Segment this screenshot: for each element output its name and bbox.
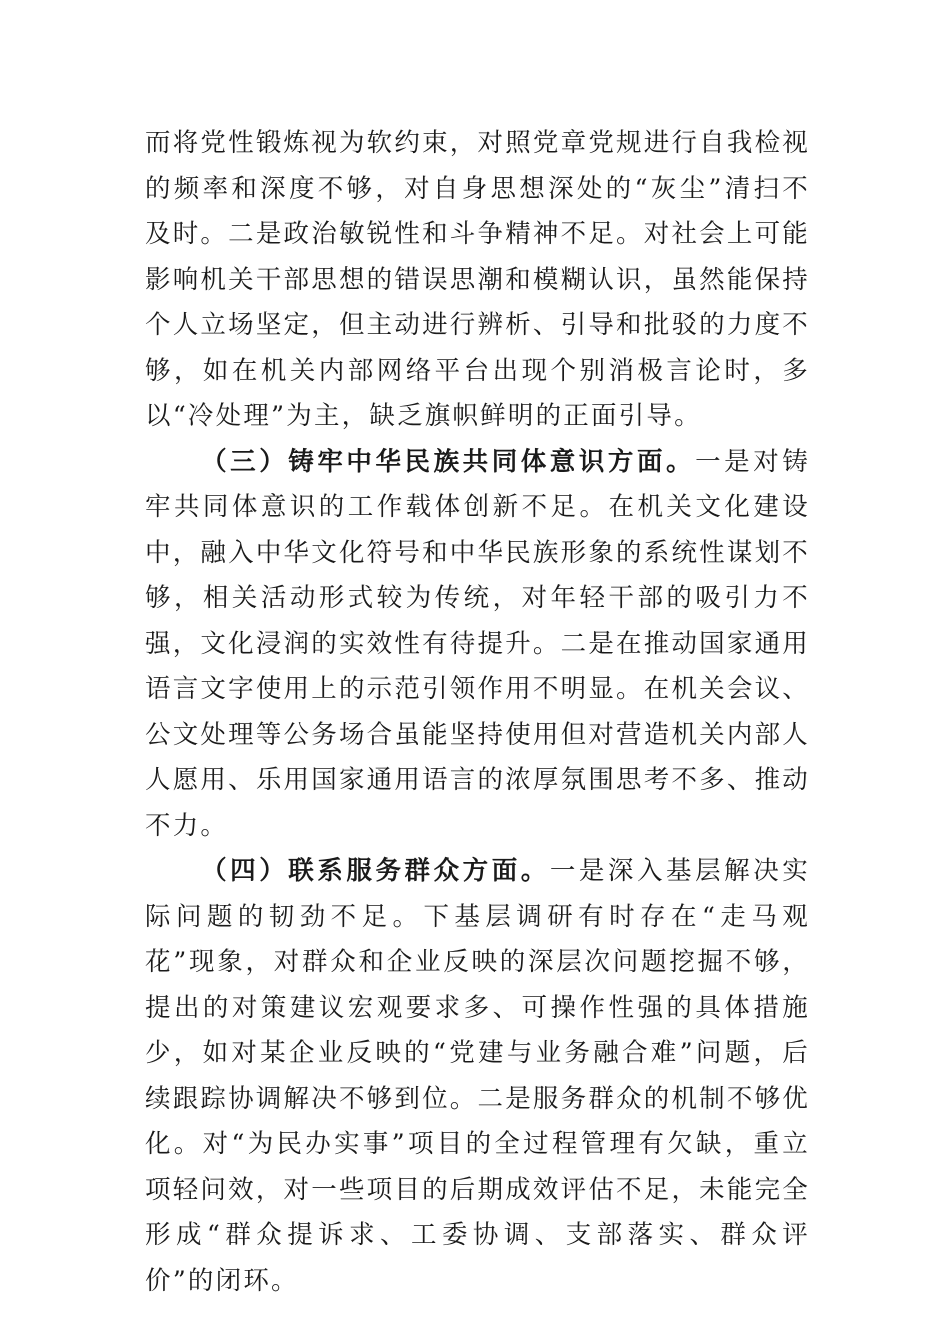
paragraph-text: 一是深入基层解决实际问题的韧劲不足。下基层调研有时存在“走马观花”现象，对群众和企业反映的深层次问题挖掘不够，提出的对策建议宏观要求多、可操作性强的具体措施少，如对某企业反映的“党建与业务融合难”问题，后续跟踪协调解决不够到位。二是服务群众的机制不够优化。对“为民办实事”项目的全过程管理有欠缺，重立项轻问效，对一些项目的后期成效评估不足，未能完全形成“群众提诉求、工委协调、支部落实、群众评价”的闭环。 [145,856,810,1296]
paragraph-text: 一是对铸牢共同体意识的工作载体创新不足。在机关文化建设中，融入中华文化符号和中华民族形象的系统性谋划不够，相关活动形式较为传统，对年轻干部的吸引力不强，文化浸润的实效性有待提升。二是在推动国家通用语言文字使用上的示范引领作用不明显。在机关会议、公文处理等公务场合虽能坚持使用但对营造机关内部人人愿用、乐用国家通用语言的浓厚氛围思考不多、推动不力。 [145,446,810,841]
paragraph-section-4 [145,849,810,1304]
paragraph-text: 而将党性锻炼视为软约束，对照党章党规进行自我检视的频率和深度不够，对自身思想深处的“灰尘”清扫不及时。二是政治敏锐性和斗争精神不足。对社会上可能影响机关干部思想的错误思潮和模糊认识，虽然能保持个人立场坚定，但主动进行辨析、引导和批驳的力度不够，如在机关内部网络平台出现个别消极言论时，多以“冷处理”为主，缺乏旗帜鲜明的正面引导。 [145,128,810,431]
section-heading: （三）铸牢中华民族共同体意识方面。 [201,446,696,477]
paragraph-section-3 [145,440,810,850]
section-heading: （四）联系服务群众方面。 [201,856,550,886]
paragraph-continuation [145,121,810,440]
document-body [145,121,810,1304]
